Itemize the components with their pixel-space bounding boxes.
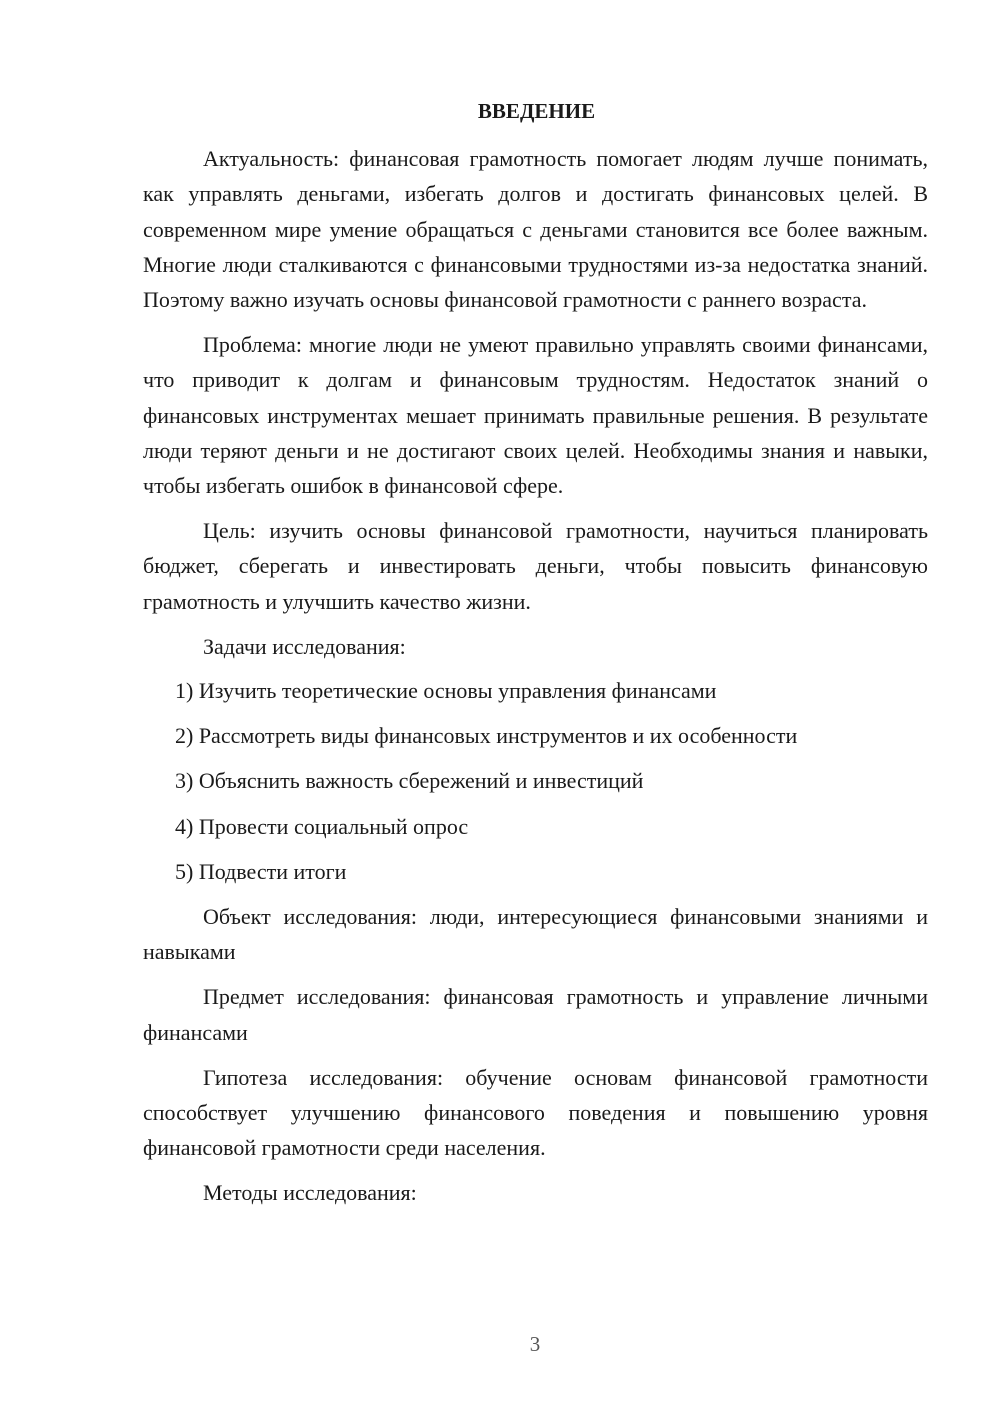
document-page [143,94,928,1221]
list-item: 2) Рассмотреть виды финансовых инструментов и их особенности [175,723,798,749]
goal-paragraph: Цель: изучить основы финансовой грамотности, научиться планировать бюджет, сберегать и инвестировать деньги, чтобы повысить финансовую грамотность и улучшить качество жизни. [143,518,928,614]
list-item: 1) Изучить теоретические основы управления финансами [175,678,717,704]
list-item: 3) Объяснить важность сбережений и инвестиций [175,768,644,794]
list-item: 5) Подвести итоги [175,858,347,884]
list-item: 4) Провести социальный опрос [175,813,469,839]
page-number: 3 [529,1332,541,1356]
object-paragraph: Объект исследования: люди, интересующиеся финансовыми знаниями и навыками [143,904,928,965]
relevance-paragraph: Актуальность: финансовая грамотность помогает людям лучше понимать, как управлять деньгами, избегать долгов и достигать финансовых целей. В современном мире умение обращаться с деньгами становится все более важным. Многие люди сталкиваются с финансовыми трудностями из-за недостатка знаний. Поэтому важно изучать основы финансовой грамотности с раннего возраста. [143,146,928,313]
problem-paragraph: Проблема: многие люди не умеют правильно управлять своими финансами, что приводит к долгам и финансовым трудностям. Недостаток знаний о финансовых инструментах мешает принимать правильные решения. В результате люди теряют деньги и не достигают своих целей. Необходимы знания и навыки, чтобы избегать ошибок в финансовой сфере. [143,332,928,499]
hypothesis-paragraph: Гипотеза исследования: обучение основам финансовой грамотности способствует улучшению финансового поведения и повышению уровня финансовой грамотности среди населения. [143,1064,928,1161]
page-title: ВВЕДЕНИЕ [477,99,596,123]
methods-heading: Методы исследования: [203,1180,417,1206]
tasks-list [143,673,928,889]
subject-paragraph: Предмет исследования: финансовая грамотность и управление личными финансами [143,984,928,1045]
tasks-heading: Задачи исследования: [203,633,406,659]
